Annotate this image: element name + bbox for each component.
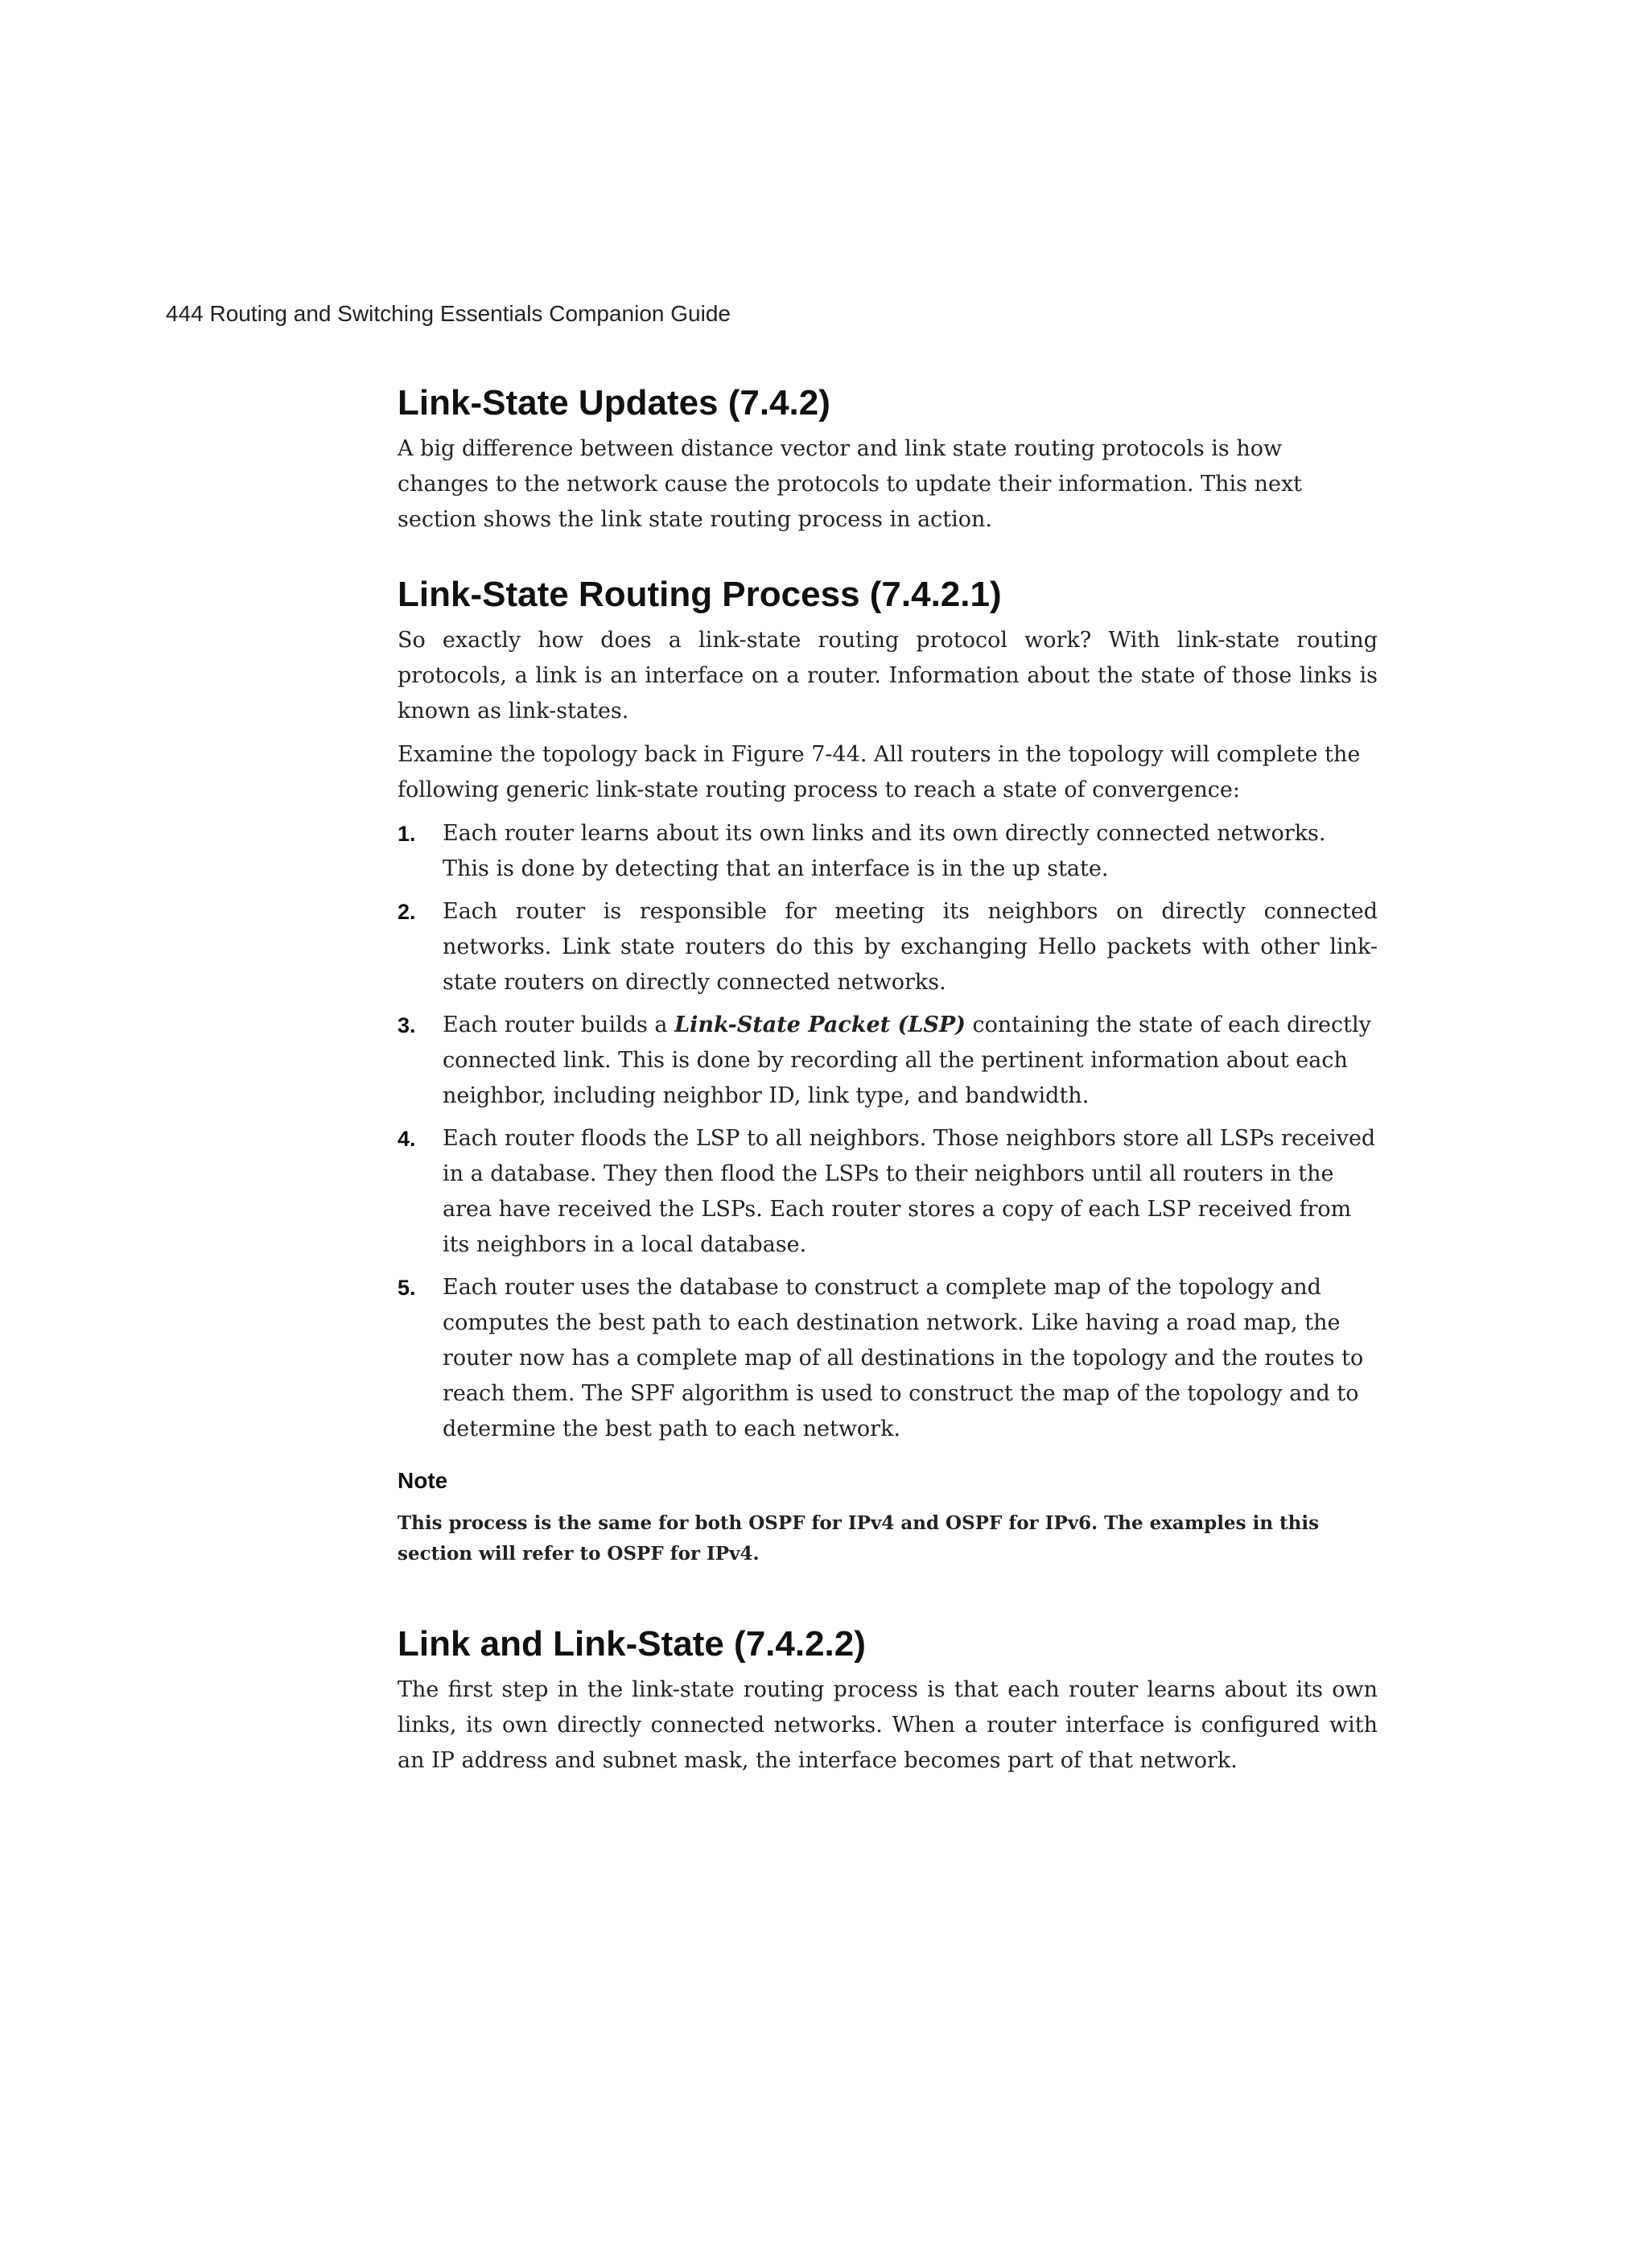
key-term: Link-State Packet (LSP): [674, 1012, 966, 1037]
running-header: 444 Routing and Switching Essentials Companion Guide: [166, 301, 731, 326]
step-number: 1.: [398, 822, 416, 846]
section-heading: Link-State Updates (7.4.2): [398, 383, 830, 423]
section-heading: Link-State Routing Process (7.4.2.1): [398, 575, 1002, 614]
step-text: Each router is responsible for meeting its neighbors on directly connected networks. Link state routers do this by exchanging Hello packets with other link- state routers on directly connected networks.: [443, 899, 1378, 995]
list-item: [398, 1121, 1378, 1263]
section-paragraph: So exactly how does a link-state routing protocol work? With link-state routing protocols, a link is an interface on a router. Information about the state of those links is known as link-states.: [398, 628, 1378, 724]
step-number: 2.: [398, 900, 416, 924]
list-item: [398, 1008, 1378, 1114]
step-number: 5.: [398, 1276, 416, 1300]
list-item: [398, 816, 1378, 887]
section-link-state-routing-process: [398, 573, 1378, 1569]
section-heading: Link and Link-State (7.4.2.2): [398, 1624, 866, 1664]
step-text: Each router floods the LSP to all neighbors. Those neighbors store all LSPs received in a database. They then flood the LSPs to their neighbors until all routers in the area have received the LSPs. Each router stores a copy of each LSP received from its neighbors in a local database.: [443, 1126, 1376, 1257]
step-text-before: Each router builds a: [443, 1012, 675, 1037]
section-paragraph: The first step in the link-state routing process is that each router learns about its own links, its own directly connected networks. When a router interface is configured with an IP address and subnet mask, the interface becomes part of that network.: [398, 1677, 1378, 1773]
note-text: This process is the same for both OSPF for IPv4 and OSPF for IPv6. The examples in this section will refer to OSPF for IPv4.: [398, 1512, 1320, 1565]
process-steps-list: [398, 816, 1378, 1447]
step-text: Each router uses the database to construct a complete map of the topology and computes the best path to each destination network. Like having a road map, the router now has a complete map of all destinations in the topology and the routes to reach them. The SPF algorithm is used to construct the map of the topology and to determine the best path to each network.: [443, 1275, 1364, 1441]
section-paragraph: A big difference between distance vector and link state routing protocols is how changes to the network cause the protocols to update their information. This next section shows the link state routing process in action.: [398, 436, 1303, 532]
step-text-after: containing the state of each directly connected link. This is done by recording all the pertinent information about each neighbor, including neighbor ID, link type, and bandwidth.: [443, 1012, 1371, 1108]
step-number: 4.: [398, 1127, 416, 1151]
section-paragraph: Examine the topology back in Figure 7-44. All routers in the topology will complete the following generic link-state routing process to reach a state of convergence:: [398, 742, 1361, 802]
step-text: Each router learns about its own links and its own directly connected networks. This is done by detecting that an interface is in the up state.: [443, 821, 1326, 881]
note-label: Note: [398, 1468, 448, 1493]
page-content: [398, 381, 1378, 1779]
section-link-state-updates: [398, 381, 1378, 538]
list-item: [398, 1270, 1378, 1447]
section-link-and-link-state: [398, 1623, 1378, 1779]
step-number: 3.: [398, 1013, 416, 1037]
list-item: [398, 894, 1378, 1000]
